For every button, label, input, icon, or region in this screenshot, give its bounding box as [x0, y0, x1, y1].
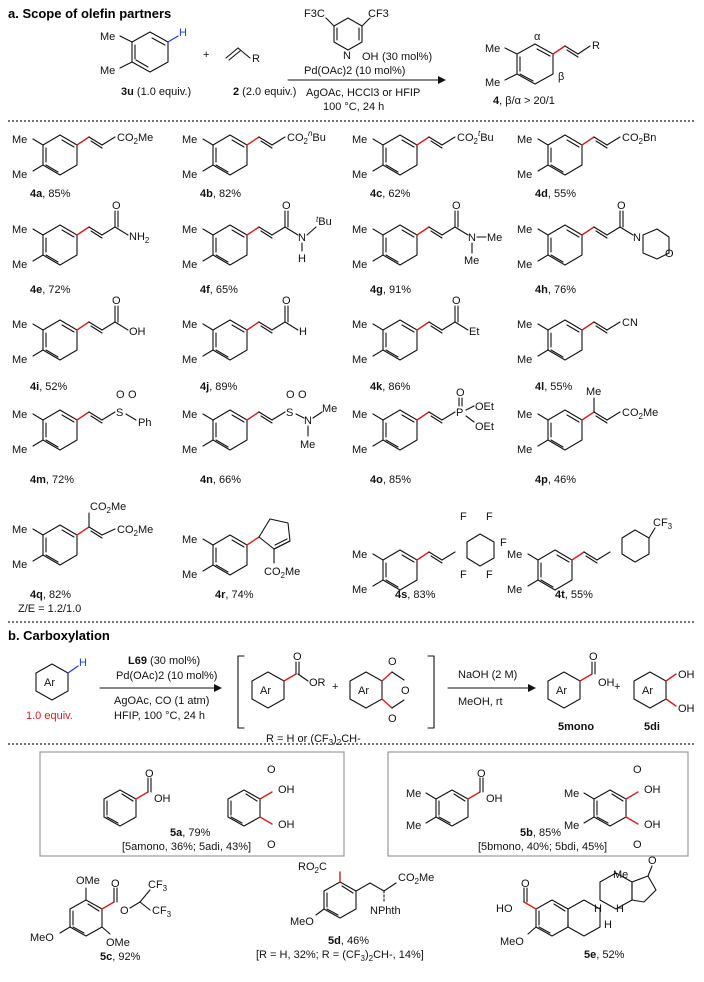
- me-label: Me: [485, 43, 501, 55]
- me-label: Me: [12, 169, 28, 181]
- product-4d: [517, 132, 656, 181]
- me-label: Me: [564, 820, 580, 832]
- product-caption: 4f, 65%: [200, 284, 238, 296]
- ligand-oh: OH: [362, 51, 379, 63]
- substituent-label: $CO_2Me$: [90, 501, 127, 515]
- product-4q: [12, 501, 153, 571]
- oxygen-label: O: [665, 248, 674, 260]
- nitrogen-label: N: [298, 232, 306, 244]
- oh-label: OH: [278, 819, 295, 831]
- me-label: Me: [182, 569, 198, 581]
- olefin-caption: 2 (2.0 equiv.): [233, 86, 297, 98]
- me-label: Me: [485, 77, 501, 89]
- or-label: OR: [309, 677, 326, 689]
- ho-label: HO: [496, 903, 513, 915]
- oxygen-label: O: [521, 878, 530, 890]
- section-a-title: a. Scope of olefin partners: [8, 6, 172, 21]
- oxygen-label: O: [388, 656, 397, 668]
- ar-label: Ar: [556, 685, 567, 697]
- meo-label: MeO: [30, 932, 54, 944]
- arene-equiv: 1.0 equiv.: [26, 710, 73, 722]
- me-label: Me: [352, 354, 368, 366]
- me-label: Me: [182, 259, 198, 271]
- zE-ratio: Z/E = 1.2/1.0: [18, 603, 82, 615]
- me-label: Me: [613, 869, 629, 881]
- oxygen-label: O: [112, 200, 121, 212]
- fluorine-label: F: [486, 569, 493, 581]
- meo-label: MeO: [290, 916, 314, 928]
- me-label: Me: [12, 409, 28, 421]
- substituent-label: $CF_3$: [653, 517, 673, 531]
- product-5b-di: [564, 764, 661, 851]
- catalyst-text: Pd(OAc)2 (10 mol%): [304, 65, 406, 77]
- oh-label: OH: [678, 669, 695, 681]
- plus-sign: +: [203, 49, 210, 61]
- me-label: Me: [100, 31, 116, 43]
- ch-hydrogen: H: [179, 27, 187, 39]
- fluorine-label: F: [460, 511, 467, 523]
- me-label: Me: [352, 444, 368, 456]
- sulfur-label: S: [286, 407, 294, 419]
- product-caption: 4t, 55%: [555, 589, 593, 601]
- me-label: Me: [352, 224, 368, 236]
- oxygen-label: O: [111, 878, 120, 890]
- product-4o: [352, 387, 494, 456]
- pyridine-ligand: [304, 8, 432, 63]
- ar-label: Ar: [642, 685, 653, 697]
- substituent-label: OH: [129, 326, 146, 338]
- me-label: Me: [352, 319, 368, 331]
- me-label: Me: [352, 134, 368, 146]
- me-label: Me: [487, 232, 503, 244]
- phosphorus-label: P: [456, 407, 464, 419]
- product-caption: 4q, 82%: [30, 589, 71, 601]
- me-label: Me: [300, 439, 316, 451]
- product-caption: 4m, 72%: [30, 474, 75, 486]
- product-4e: [12, 200, 150, 271]
- me-label: Me: [352, 259, 368, 271]
- product-5a-mono: [104, 768, 171, 826]
- me-label: Me: [12, 224, 28, 236]
- plus-sign: +: [614, 681, 621, 693]
- me-label: Me: [12, 444, 28, 456]
- oxygen-label: O: [456, 387, 465, 399]
- meo-label: MeO: [500, 936, 524, 948]
- me-label: Me: [517, 409, 533, 421]
- fluorine-label: F: [486, 511, 493, 523]
- nitrogen-label: N: [633, 232, 641, 244]
- product-caption: 4e, 72%: [30, 284, 71, 296]
- oh-label: OH: [154, 793, 171, 805]
- substituent-label: $CO_2Me$: [117, 524, 154, 538]
- product-4i: [12, 295, 146, 366]
- product-5d: [290, 861, 434, 928]
- substituent-label: $CO_2Me$: [117, 132, 154, 146]
- mono-label: 5mono: [558, 721, 595, 733]
- product-detail: [5amono, 36%; 5adi, 43%]: [122, 841, 252, 853]
- oxygen-label: O: [112, 295, 121, 307]
- section-b-title: b. Carboxylation: [8, 628, 110, 643]
- oh-label: OH: [678, 703, 695, 715]
- conditions-a1: AgOAc, HCCl3 or HFIP: [306, 87, 421, 99]
- product-5e: [496, 855, 657, 948]
- co2me-label: $CO_2Me$: [398, 872, 435, 886]
- ligand-l69: L69 (30 mol%): [128, 655, 201, 667]
- beta-label: β: [558, 71, 565, 83]
- oxygen-label: O: [648, 855, 657, 867]
- h-label: H: [604, 919, 612, 931]
- me-label: Me: [100, 65, 116, 77]
- step2-conditions: MeOH, rt: [458, 696, 503, 708]
- me-label: Me: [586, 386, 602, 398]
- oxygen-label: O: [145, 768, 154, 780]
- ome-label: OMe: [106, 937, 130, 949]
- me-label: Me: [352, 549, 368, 561]
- product-4f: [182, 200, 332, 271]
- product-detail: [R = H, 32%; $R = (CF_3)_2CH-$, 14%]: [256, 949, 424, 963]
- product-caption: 5e, 52%: [584, 949, 625, 961]
- di-label: 5di: [644, 721, 660, 733]
- oh-label: OH: [644, 819, 661, 831]
- substituent-label: $CO_2^nBu$: [287, 129, 326, 146]
- substituent-label: $CO_2Bn$: [622, 132, 657, 146]
- product-caption: 4s, 83%: [395, 589, 436, 601]
- product-5a-di: [228, 764, 295, 851]
- reaction-arrowhead: [214, 684, 222, 692]
- me-label: Me: [182, 224, 198, 236]
- substituent-label: Ph: [138, 417, 152, 429]
- me-label: Me: [182, 534, 198, 546]
- me-label: Me: [564, 788, 580, 800]
- substituent-label: H: [299, 326, 307, 338]
- me-label: Me: [352, 584, 368, 596]
- oxygen-label: O: [452, 200, 461, 212]
- nitrogen-label: N: [304, 415, 312, 427]
- product-caption: 4l, 55%: [535, 381, 573, 393]
- substituent-label: $^t$Bu: [316, 215, 332, 228]
- r-group: R: [252, 53, 260, 65]
- me-label: Me: [182, 319, 198, 331]
- ligand-n: N: [343, 50, 351, 62]
- me-label: Me: [182, 134, 198, 146]
- fluorine-label: F: [500, 537, 507, 549]
- product-5mono: [548, 651, 615, 708]
- me-label: Me: [517, 134, 533, 146]
- product-4l: [517, 317, 638, 366]
- me-label: Me: [507, 584, 523, 596]
- conditions-b2: HFIP, 100 °C, 24 h: [114, 710, 206, 722]
- oxygen-label: O: [589, 651, 598, 663]
- product-caption: 4g, 91%: [370, 284, 411, 296]
- oxygen-label: O: [282, 200, 291, 212]
- product-5b-mono: [406, 768, 503, 832]
- me-label: Me: [182, 409, 198, 421]
- me-label: Me: [517, 354, 533, 366]
- product-4n: [182, 389, 337, 456]
- oxygen-label: O: [267, 764, 276, 776]
- oxygen-label: O: [617, 200, 626, 212]
- ar-label: Ar: [44, 677, 55, 689]
- product-caption: 5c, 92%: [100, 951, 141, 963]
- oet-label: OEt: [475, 421, 494, 433]
- oh-label: OH: [598, 677, 615, 689]
- h-label: H: [594, 903, 602, 915]
- reaction-arrowhead: [528, 684, 536, 692]
- oet-label: OEt: [475, 401, 494, 413]
- me-label: Me: [352, 409, 368, 421]
- olefin-2: [226, 48, 260, 65]
- me-label: Me: [12, 134, 28, 146]
- ro2c-label: $RO_2C$: [298, 861, 327, 875]
- me-label: Me: [464, 255, 480, 267]
- substituent-label: $NH_2$: [129, 231, 150, 245]
- h-label: H: [616, 903, 624, 915]
- r-group-note: R = H or $(CF_3)_2CH-$: [266, 733, 361, 747]
- product-caption: 4o, 85%: [370, 474, 411, 486]
- product-caption: 4h, 76%: [535, 284, 576, 296]
- alpha-label: α: [534, 31, 541, 43]
- product-4r: [182, 519, 300, 581]
- product-detail: [5bmono, 40%; 5bdi, 45%]: [478, 841, 608, 853]
- me-label: Me: [12, 524, 28, 536]
- hydrogen-label: H: [298, 253, 306, 265]
- oxygen-label: O: [286, 389, 295, 401]
- oxygen-label: O: [120, 905, 129, 917]
- ome-label: OMe: [76, 875, 100, 887]
- product-4h: [517, 200, 674, 271]
- product-4m: [12, 389, 151, 456]
- product-4j: [182, 295, 307, 366]
- oxygen-label: O: [293, 651, 302, 663]
- arene-caption: 3u (1.0 equiv.): [121, 86, 192, 98]
- me-label: Me: [517, 224, 533, 236]
- plus-sign: +: [332, 681, 339, 693]
- oxygen-label: O: [452, 295, 461, 307]
- me-label: Me: [352, 169, 368, 181]
- me-label: Me: [12, 354, 28, 366]
- product-5di: [634, 669, 695, 715]
- me-label: Me: [182, 444, 198, 456]
- product-caption: 4j, 89%: [200, 381, 238, 393]
- oxygen-label: O: [267, 839, 276, 851]
- ligand-loading: (30 mol%): [382, 51, 433, 63]
- oxygen-label: O: [298, 389, 307, 401]
- arene-ar: [36, 657, 87, 700]
- oh-label: OH: [644, 784, 661, 796]
- me-label: Me: [322, 403, 338, 415]
- reaction-arrowhead: [438, 76, 446, 84]
- product-4s: [352, 511, 507, 596]
- ar-label: Ar: [260, 685, 271, 697]
- ligand-cf3-right: CF3: [368, 8, 389, 20]
- product-caption: 5d, 46%: [328, 935, 369, 947]
- product-caption: 5a, 79%: [170, 827, 211, 839]
- me-label: Me: [12, 259, 28, 271]
- substituent-label: $CO_2Me$: [264, 566, 301, 580]
- substituent-label: CN: [622, 317, 638, 329]
- substituent-label: $CO_2^tBu$: [457, 129, 494, 146]
- oxygen-label: O: [128, 389, 137, 401]
- product-caption: 5b, 85%: [520, 827, 561, 839]
- oxygen-label: O: [401, 685, 410, 697]
- me-label: Me: [517, 319, 533, 331]
- me-label: Me: [507, 549, 523, 561]
- oxygen-label: O: [633, 839, 642, 851]
- me-label: Me: [12, 559, 28, 571]
- intermediate-bracket: [238, 651, 434, 728]
- product-4a: [12, 132, 153, 181]
- product-5c: [30, 875, 172, 949]
- cf3-label: $CF_3$: [148, 879, 168, 893]
- step2-reagent: NaOH (2 M): [458, 669, 518, 681]
- conditions-a2: 100 °C, 24 h: [323, 101, 385, 113]
- product-4g: [352, 200, 502, 271]
- nitrogen-label: N: [468, 232, 476, 244]
- product-caption: 4, β/α > 20/1: [493, 95, 555, 107]
- product-4c: [352, 129, 494, 181]
- oh-label: OH: [278, 784, 295, 796]
- substituent-label: Et: [469, 326, 480, 338]
- me-label: Me: [12, 319, 28, 331]
- product-caption: 4a, 85%: [30, 188, 71, 200]
- product-caption: 4p, 46%: [535, 474, 576, 486]
- nphth-label: NPhth: [370, 905, 401, 917]
- product-4k: [352, 295, 479, 366]
- arene-3u: [100, 27, 187, 77]
- conditions-b1: AgOAc, CO (1 atm): [114, 695, 210, 707]
- me-label: Me: [517, 444, 533, 456]
- sulfur-label: S: [116, 407, 124, 419]
- product-caption: 4d, 55%: [535, 188, 576, 200]
- me-label: Me: [182, 354, 198, 366]
- product-caption: 4i, 52%: [30, 381, 68, 393]
- oxygen-label: O: [116, 389, 125, 401]
- product-caption: 4n, 66%: [200, 474, 241, 486]
- product-4p: [517, 386, 658, 456]
- substituent-label: $CO_2Me$: [622, 407, 659, 421]
- product-caption: 4c, 62%: [370, 188, 411, 200]
- product-4t: [507, 517, 673, 596]
- oxygen-label: O: [477, 768, 486, 780]
- ar-label: Ar: [358, 685, 369, 697]
- product-caption: 4k, 86%: [370, 381, 411, 393]
- product-4: [485, 31, 600, 89]
- me-label: Me: [406, 788, 422, 800]
- product-4b: [182, 129, 326, 181]
- me-label: Me: [517, 169, 533, 181]
- me-label: Me: [406, 820, 422, 832]
- oxygen-label: O: [282, 295, 291, 307]
- oxygen-label: O: [633, 764, 642, 776]
- product-caption: 4b, 82%: [200, 188, 241, 200]
- ligand-cf3-left: F3C: [304, 8, 325, 20]
- ch-hydrogen: H: [79, 657, 87, 669]
- me-label: Me: [517, 259, 533, 271]
- r-group: R: [592, 40, 600, 52]
- product-caption: 4r, 74%: [215, 589, 254, 601]
- catalyst-text: Pd(OAc)2 (10 mol%): [116, 670, 218, 682]
- oxygen-label: O: [388, 713, 397, 725]
- oh-label: OH: [486, 793, 503, 805]
- me-label: Me: [182, 169, 198, 181]
- fluorine-label: F: [460, 569, 467, 581]
- cf3-label: $CF_3$: [152, 905, 172, 919]
